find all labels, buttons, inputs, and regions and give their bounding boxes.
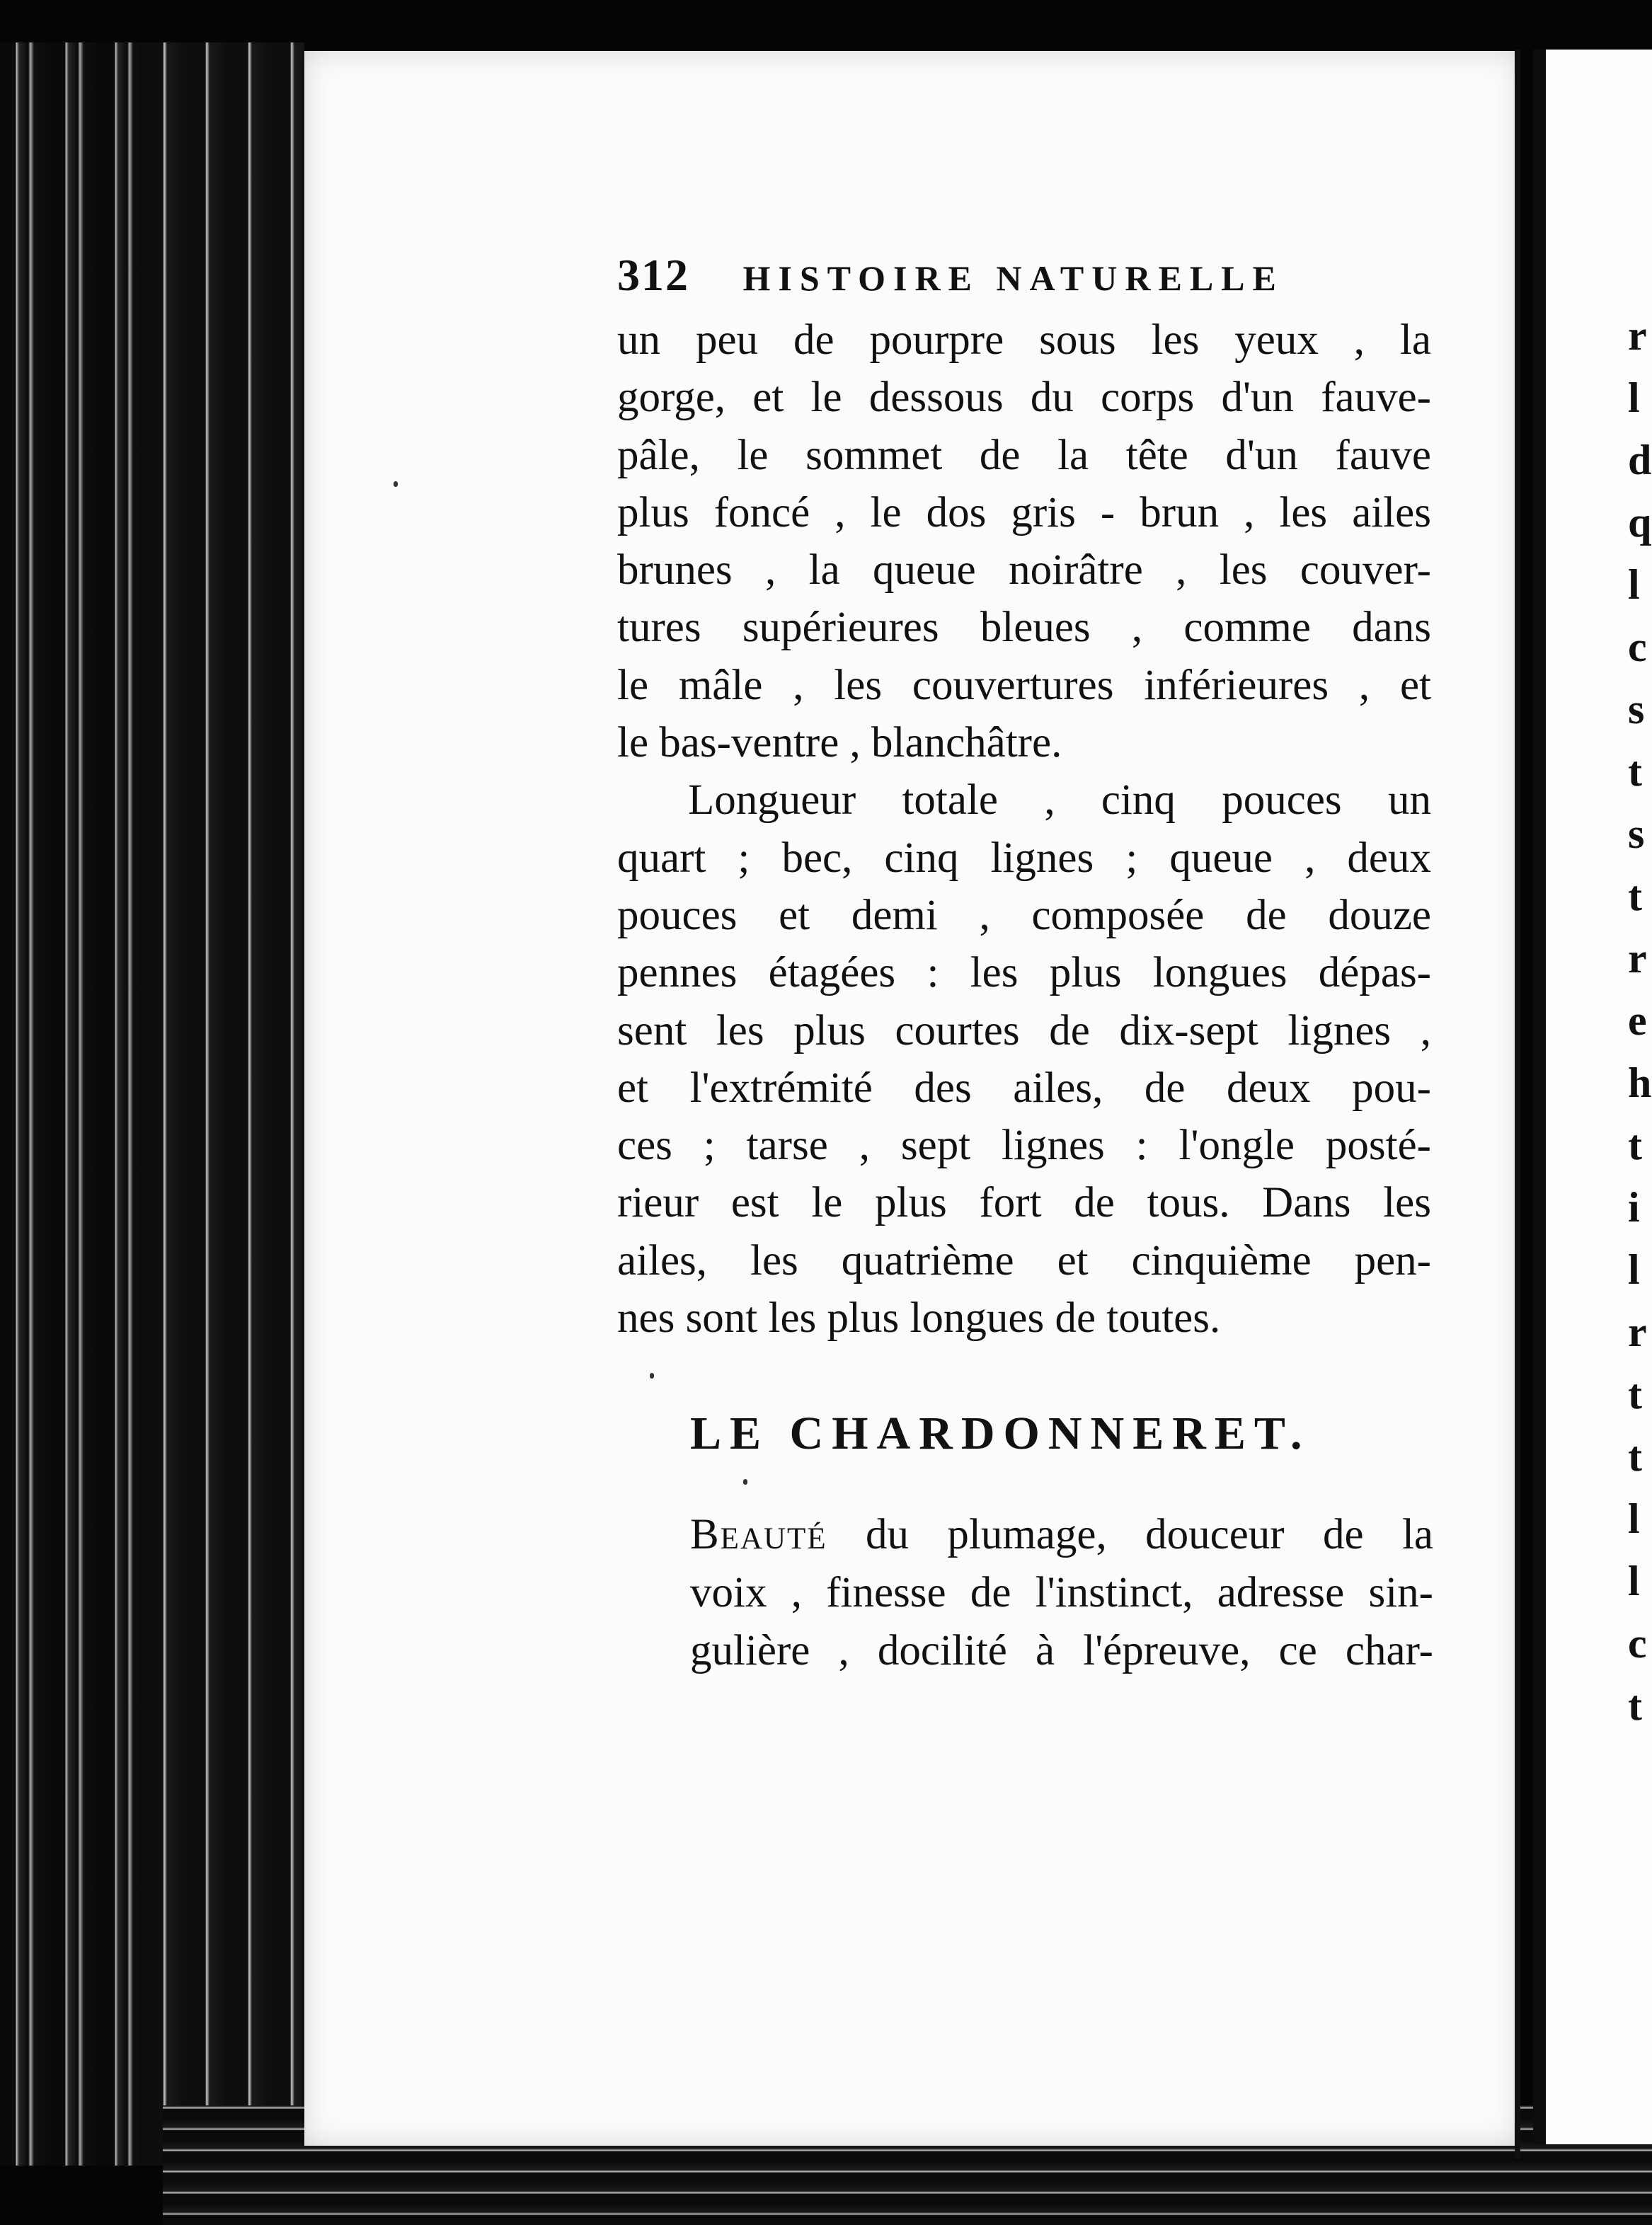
neighbour-letter: l bbox=[1628, 1558, 1640, 1604]
text-line: ailes, les quatrième et cinquième pen- bbox=[617, 1236, 1431, 1284]
neighbour-letter: l bbox=[1628, 1495, 1640, 1542]
neighbour-letter: h bbox=[1628, 1059, 1652, 1106]
neighbour-letter: i bbox=[1628, 1184, 1640, 1231]
section-heading: LE CHARDONNERET. bbox=[690, 1408, 1311, 1459]
text-line: plus foncé , le dos gris - brun , les ailes bbox=[617, 488, 1431, 536]
text-line: et l'extrémité des ailes, de deux pou- bbox=[617, 1064, 1431, 1112]
book-left-edge bbox=[0, 42, 304, 2166]
neighbour-letter: t bbox=[1628, 1122, 1642, 1168]
neighbour-letter: e bbox=[1628, 997, 1647, 1044]
text-line: gorge, et le dessous du corps d'un fauve- bbox=[617, 374, 1431, 422]
neighbour-letter: t bbox=[1628, 1433, 1642, 1480]
body-text bbox=[617, 311, 1431, 1347]
lead-word: Beauté bbox=[690, 1511, 827, 1558]
text-line: tures supérieures bleues , comme dans bbox=[617, 604, 1431, 652]
neighbour-letter: t bbox=[1628, 873, 1642, 919]
neighbour-letter: t bbox=[1628, 1682, 1642, 1729]
neighbour-letter: d bbox=[1628, 437, 1652, 483]
text-line: sent les plus courtes de dix-sept lignes , bbox=[617, 1006, 1431, 1054]
text-line: nes sont les plus longues de toutes. bbox=[617, 1294, 1221, 1343]
text-line: rieur est le plus fort de tous. Dans les bbox=[617, 1179, 1431, 1227]
text-line: pâle, le sommet de la tête d'un fauve bbox=[617, 431, 1431, 479]
neighbour-letter: s bbox=[1628, 686, 1645, 732]
text-line bbox=[690, 1506, 1433, 1564]
text-line: brunes , la queue noirâtre , les couver- bbox=[617, 546, 1431, 594]
text-line: Longueur totale , cinq pouces un bbox=[688, 776, 1431, 824]
text-line: le bas-ventre , blanchâtre. bbox=[617, 719, 1062, 767]
neighbour-letter: r bbox=[1628, 935, 1647, 982]
neighbour-letter: l bbox=[1628, 1246, 1640, 1293]
speck bbox=[743, 1479, 747, 1485]
body-text-continued bbox=[690, 1506, 1433, 1680]
speck bbox=[394, 481, 398, 487]
neighbour-letter: r bbox=[1628, 312, 1647, 359]
page-gutter bbox=[1515, 50, 1520, 2158]
page-number: 312 bbox=[617, 250, 689, 300]
text-line: voix , finesse de l'instinct, adresse sin- bbox=[690, 1569, 1433, 1616]
text-line: quart ; bec, cinq lignes ; queue , deux bbox=[617, 834, 1431, 882]
neighbour-letter: q bbox=[1628, 499, 1652, 546]
neighbour-letter: l bbox=[1628, 561, 1640, 608]
text-line: le mâle , les couvertures inférieures , et bbox=[617, 661, 1431, 709]
neighbour-page-text bbox=[1628, 304, 1652, 1737]
neighbour-letter: r bbox=[1628, 1309, 1647, 1355]
text-line: pouces et demi , composée de douze bbox=[617, 891, 1431, 939]
neighbour-letter: c bbox=[1628, 623, 1647, 670]
text-line: un peu de pourpre sous les yeux , la bbox=[617, 316, 1431, 364]
text-line: pennes étagées : les plus longues dépas- bbox=[617, 949, 1431, 997]
neighbour-letter: c bbox=[1628, 1620, 1647, 1667]
speck bbox=[650, 1373, 654, 1379]
neighbour-letter: t bbox=[1628, 1371, 1642, 1418]
neighbour-letter: t bbox=[1628, 748, 1642, 795]
neighbour-letter: l bbox=[1628, 374, 1640, 421]
neighbour-letter: s bbox=[1628, 810, 1645, 857]
text-fragment: du plumage, douceur de la bbox=[827, 1511, 1433, 1558]
running-head bbox=[617, 249, 1325, 301]
text-line: gulière , docilité à l'épreuve, ce char- bbox=[690, 1627, 1433, 1674]
running-title: HISTOIRE NATURELLE bbox=[742, 258, 1284, 298]
text-line: ces ; tarse , sept lignes : l'ongle posté- bbox=[617, 1122, 1431, 1170]
